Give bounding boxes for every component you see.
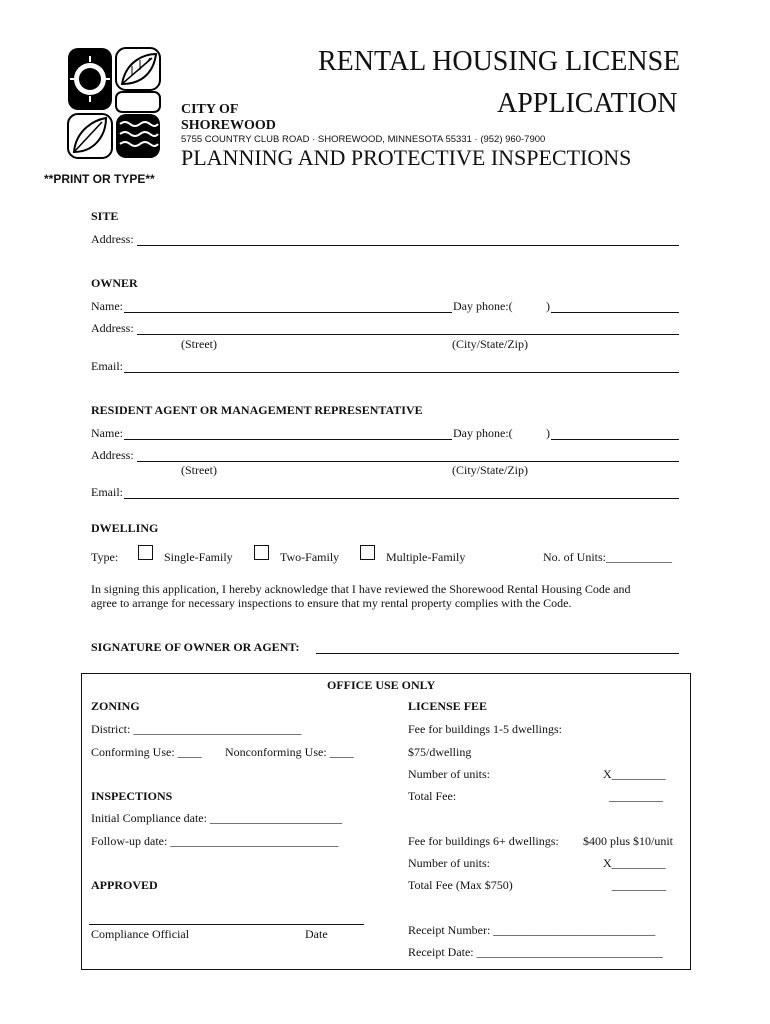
owner-email-label: Email: — [91, 359, 123, 373]
owner-heading: OWNER — [91, 276, 138, 290]
total-fee-field-small[interactable]: _________ — [609, 789, 663, 803]
single-family-checkbox[interactable] — [138, 545, 153, 560]
site-address-field[interactable] — [137, 245, 679, 246]
owner-street-caption: (Street) — [181, 337, 217, 351]
agent-phone-close: ) — [546, 426, 550, 440]
agent-address-field[interactable] — [137, 461, 679, 462]
receipt-number-field[interactable]: Receipt Number: ___________________________ — [408, 923, 656, 937]
city-name-line2: SHOREWOOD — [181, 118, 276, 133]
compliance-official-signature-field[interactable] — [89, 924, 364, 925]
agent-name-label: Name: — [91, 426, 123, 440]
two-family-label: Two-Family — [280, 550, 340, 564]
receipt-date-field[interactable]: Receipt Date: _______________________________ — [408, 945, 663, 959]
city-logo — [66, 46, 162, 160]
city-name-line1: CITY OF — [181, 102, 239, 117]
dwelling-heading: DWELLING — [91, 521, 159, 535]
signature-label: SIGNATURE OF OWNER OR AGENT: — [91, 640, 300, 654]
district-field[interactable]: District: ____________________________ — [91, 722, 302, 736]
multiple-family-label: Multiple-Family — [386, 550, 466, 564]
owner-name-label: Name: — [91, 299, 123, 313]
acknowledgement-line1: In signing this application, I hereby acknowledge that I have reviewed the Shorewood Rental Housing Code and — [91, 582, 631, 596]
nonconforming-use-field[interactable]: Nonconforming Use: ____ — [225, 745, 354, 759]
owner-phone-field[interactable] — [551, 312, 679, 313]
agent-city-caption: (City/State/Zip) — [452, 463, 528, 477]
agent-address-label: Address: — [91, 448, 134, 462]
owner-address-label: Address: — [91, 321, 134, 335]
city-address: 5755 COUNTRY CLUB ROAD · SHOREWOOD, MINNESOTA 55331 · (952) 960-7900 — [181, 134, 546, 145]
inspections-heading: INSPECTIONS — [91, 789, 173, 803]
conforming-use-field[interactable]: Conforming Use: ____ — [91, 745, 202, 759]
approved-heading: APPROVED — [91, 878, 158, 892]
acknowledgement-line2: agree to arrange for necessary inspections to ensure that my rental property complies with the Code. — [91, 596, 572, 610]
fee-large-buildings-rate: $400 plus $10/unit — [583, 834, 674, 848]
agent-street-caption: (Street) — [181, 463, 217, 477]
multiple-family-checkbox[interactable] — [360, 545, 375, 560]
owner-name-field[interactable] — [124, 312, 452, 313]
owner-address-field[interactable] — [137, 334, 679, 335]
agent-phone-field[interactable] — [551, 439, 679, 440]
units-field-large[interactable]: X_________ — [603, 856, 666, 870]
units-label-small: Number of units: — [408, 767, 490, 781]
units-field-small[interactable]: X_________ — [603, 767, 666, 781]
fee-large-buildings-label: Fee for buildings 6+ dwellings: — [408, 834, 559, 848]
number-of-units-field[interactable]: No. of Units:___________ — [543, 550, 672, 564]
total-fee-label-large: Total Fee (Max $750) — [408, 878, 513, 892]
total-fee-field-large[interactable]: _________ — [612, 878, 666, 892]
owner-phone-close: ) — [546, 299, 550, 313]
agent-heading: RESIDENT AGENT OR MANAGEMENT REPRESENTATIVE — [91, 403, 423, 417]
site-heading: SITE — [91, 209, 119, 223]
single-family-label: Single-Family — [164, 550, 233, 564]
fee-small-buildings-label: Fee for buildings 1-5 dwellings: — [408, 722, 562, 736]
agent-name-field[interactable] — [124, 439, 452, 440]
owner-city-caption: (City/State/Zip) — [452, 337, 528, 351]
agent-email-label: Email: — [91, 485, 123, 499]
units-label-large: Number of units: — [408, 856, 490, 870]
form-title-line2: APPLICATION — [497, 88, 678, 119]
license-fee-heading: LICENSE FEE — [408, 699, 488, 713]
dwelling-type-label: Type: — [91, 550, 119, 564]
approval-date-label: Date — [305, 927, 328, 941]
office-use-title: OFFICE USE ONLY — [327, 678, 436, 692]
initial-compliance-field[interactable]: Initial Compliance date: ______________________ — [91, 811, 342, 825]
zoning-heading: ZONING — [91, 699, 140, 713]
owner-email-field[interactable] — [124, 372, 679, 373]
agent-email-field[interactable] — [124, 498, 679, 499]
signature-field[interactable] — [316, 653, 679, 654]
site-address-label: Address: — [91, 232, 134, 246]
total-fee-label-small: Total Fee: — [408, 789, 457, 803]
owner-phone-label: Day phone:( — [453, 299, 513, 313]
agent-phone-label: Day phone:( — [453, 426, 513, 440]
form-title-line1: RENTAL HOUSING LICENSE — [318, 46, 681, 77]
compliance-official-label: Compliance Official — [91, 927, 190, 941]
two-family-checkbox[interactable] — [254, 545, 269, 560]
department-title: PLANNING AND PROTECTIVE INSPECTIONS — [181, 145, 632, 170]
follow-up-field[interactable]: Follow-up date: ____________________________ — [91, 834, 339, 848]
fee-small-buildings-rate: $75/dwelling — [408, 745, 472, 759]
print-instruction: **PRINT OR TYPE** — [44, 172, 155, 186]
